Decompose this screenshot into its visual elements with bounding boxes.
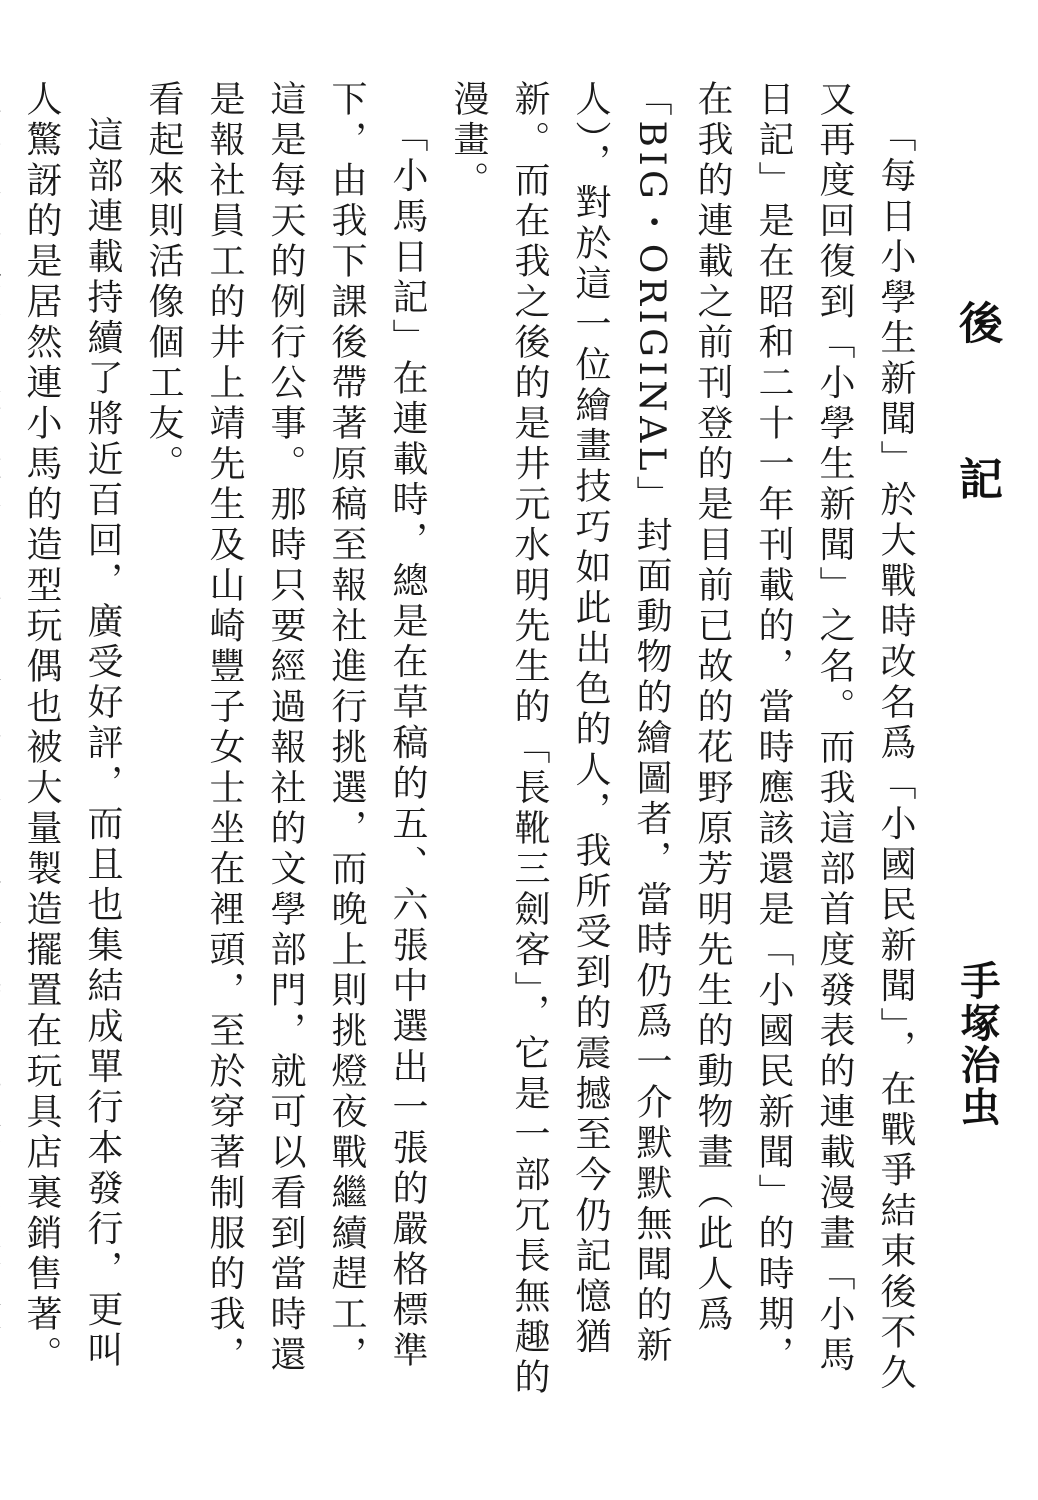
paragraph: 「每日小學生新聞」於大戰時改名爲「小國民新聞」，在戰爭結束後不久又再度回復到「小學生新聞」之名。而我這部首度發表的連載漫畫「小馬日記」是在昭和二十一年刊載的，當時應該還是「小國民新聞」的時期，在我的連載之前刊登的是目前已故的花野原芳明先生的動物畫（此人爲「BIG・ORIGINAL」封面動物的繪圖者，當時仍爲一介默默無聞的新人），對於這一位繪畫技巧如此出色的人，我所受到的震撼至今仍記憶猶新。而在我之後的是井元水明先生的「長靴三劍客」，它是一部冗長無趣的漫畫。 bbox=[448, 80, 916, 1399]
afterword-body bbox=[21, 80, 926, 1400]
paragraph: 「小馬日記」在連載時，總是在草稿的五、六張中選出一張的嚴格標準下，由我下課後帶著原稿至報社進行挑選，而晚上則挑燈夜戰繼續趕工，這是每天的例行公事。那時只要經過報社的文學部門，就可以看到當時還是報社員工的井上靖先生及山崎豐子女士坐在裡頭，至於穿著制服的我，看起來則活像個工友。 bbox=[143, 80, 428, 1376]
author-name: 手塚治虫 bbox=[954, 960, 1000, 1128]
page-title: 後 記 bbox=[951, 300, 1002, 534]
paragraph: 這部連載持續了將近百回，廣受好評，而且也集結成單行本發行，更叫人驚訝的是居然連小馬的造型玩偶也被大量製造擺置在玩具店裏銷售著。 bbox=[21, 80, 123, 1376]
